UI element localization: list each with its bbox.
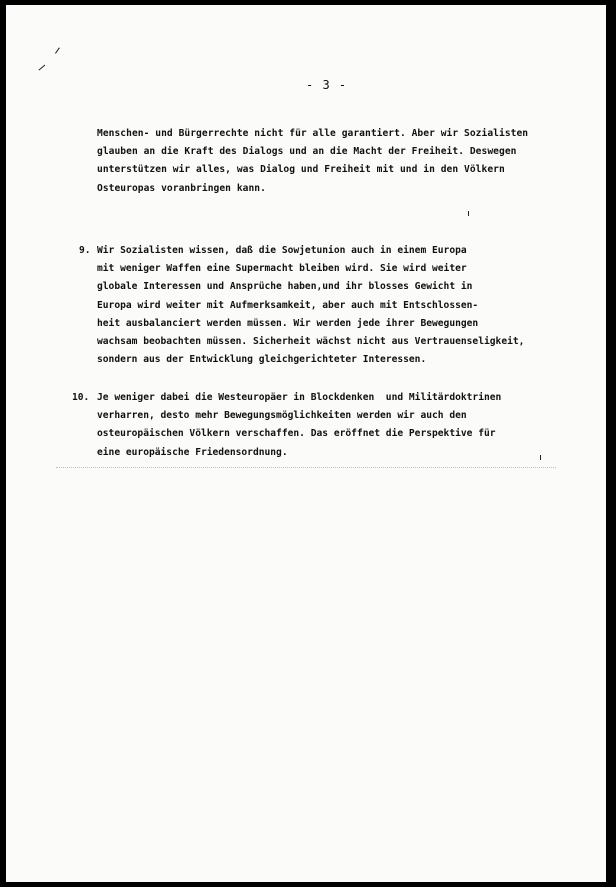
text-line: globale Interessen und Ansprüche haben,und ihr blosses Gewicht in [97, 281, 473, 293]
scan-artifact-mark [468, 211, 469, 216]
text-line: Wir Sozialisten wissen, daß die Sowjetunion auch in einem Europa [97, 245, 467, 256]
scan-artifact-mark [55, 47, 60, 53]
text-line: Osteuropas voranbringen kann. [97, 182, 266, 194]
item-number: 10. [72, 392, 90, 403]
item-number: 9. [79, 245, 91, 256]
text-line: wachsam beobachten müssen. Sicherheit wächst nicht aus Vertrauenseligkeit, [97, 336, 525, 348]
text-line: sondern aus der Entwicklung gleichgerichteter Interessen. [97, 354, 427, 366]
text-line: unterstützen wir alles, was Dialog und Freiheit mit und in den Völkern [97, 164, 505, 176]
text-line: verharren, desto mehr Bewegungsmöglichkeiten werden wir auch den [97, 410, 467, 422]
text-line: Europa wird weiter mit Aufmerksamkeit, aber auch mit Entschlossen- [97, 299, 479, 311]
item-body [97, 389, 567, 462]
text-line: heit ausbalanciert werden müssen. Wir werden jede ihrer Bewegungen [97, 317, 479, 329]
text-line: osteuropäischen Völkern verschaffen. Das eröffnet die Perspektive für [97, 428, 496, 440]
text-line: glauben an die Kraft des Dialogs und an die Macht der Freiheit. Deswegen [97, 146, 517, 158]
text-line: mit weniger Waffen eine Supermacht bleiben wird. Sie wird weiter [97, 263, 467, 275]
scan-artifact-dotted-line [56, 467, 556, 468]
scan-artifact-mark [540, 455, 541, 460]
document-page [6, 5, 606, 882]
text-line: Je weniger dabei die Westeuropäer in Blockdenken und Militärdoktrinen [97, 392, 502, 403]
text-line: eine europäische Friedensordnung. [97, 446, 288, 458]
page-number: - 3 - [306, 78, 348, 92]
text-line: Menschen- und Bürgerrechte nicht für alle garantiert. Aber wir Sozialisten [97, 128, 529, 139]
intro-paragraph [97, 125, 528, 198]
item-body [97, 242, 567, 369]
scan-artifact-mark [39, 65, 46, 71]
